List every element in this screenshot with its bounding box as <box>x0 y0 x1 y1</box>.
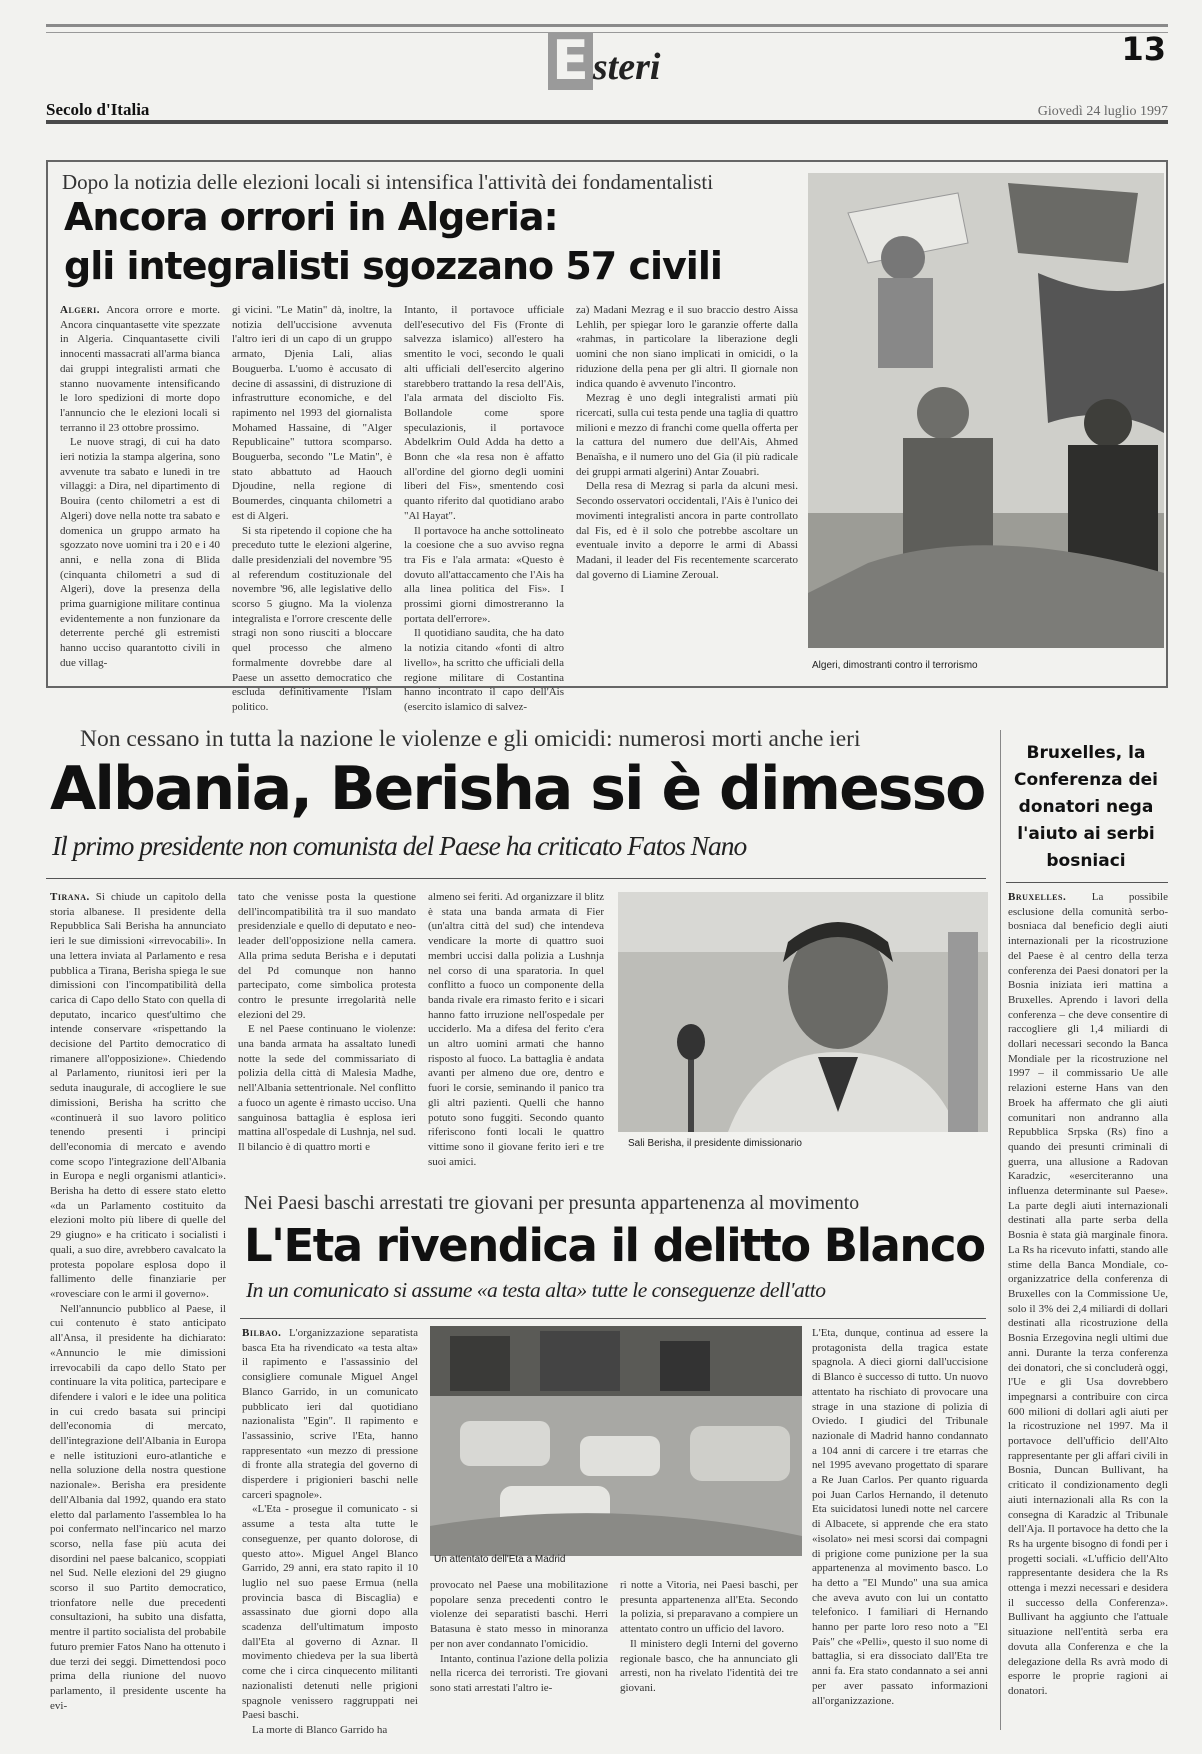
section-name: steri <box>592 46 661 88</box>
albania-caption: Sali Berisha, il presidente dimissionario <box>628 1138 802 1149</box>
bruxelles-rule <box>1006 882 1168 883</box>
algeria-photo <box>808 173 1164 648</box>
car-bomb-photo-icon <box>430 1326 802 1556</box>
algeria-box-top <box>46 160 1168 162</box>
algeria-caption: Algeri, dimostranti contro il terrorismo <box>812 660 978 671</box>
bruxelles-dateline: Bruxelles. <box>1008 891 1067 903</box>
eta-headline: L'Eta rivendica il delitto Blanco <box>244 1219 985 1272</box>
eta-col-3: ri notte a Vitoria, nei Paesi baschi, per presunta appartenenza all'Eta. Secondo la polizia, si preparavano a compiere un attentato contro un ufficio del lavoro. Il ministero degli Interni del governo regionale basco, che ha annunciato gli arresti, non ha rivelato l'identità dei tre giovani. <box>620 1579 798 1694</box>
section-logo <box>548 29 661 92</box>
eta-caption: Un attentato dell'Eta a Madrid <box>434 1554 566 1565</box>
bruxelles-divider <box>1000 730 1001 1730</box>
albania-col-2: tato che venisse posta la questione dell'incompatibilità tra il suo mandato presidenziale e quello di deputato e neo-leader dell'opposizione nella camera. Alla prima seduta Berisha e i deputati del Pd comunque non hanno partecipato, come simbolica protesta contro le presunte irregolarità nelle elezioni del 29. E nel Paese continuano le violenze: una banda armata ha assaltato lunedì notte la sede del commissariato di polizia della città di Malesia Madhe, nell'Albania settentrionale. Nel conflitto a fuoco un agente è rimasto ucciso. Una sanguinosa battaglia è esplosa ieri mattina all'ospedale di Lushnja, nel sud. Il bilancio è di quattro morti e <box>238 891 416 1153</box>
eta-dateline: Bilbao. <box>242 1327 282 1339</box>
algeria-box-right <box>1166 160 1168 688</box>
eta-col-4: L'Eta, dunque, continua ad essere la protagonista della tragica estate spagnola. A dieci giorni dall'uccisione di Blanco è successo di tutto. Un nuovo attentato ha rischiato di provocare una strage in una stazione di polizia di Oviedo. I giudici del Tribunale nazionale di Madrid hanno condannato a 104 anni di carcere i tre etarras che nel 1995 avevano progettato di sparare a Re Juan Carlos. Per quanto riguarda poi Juan Carlos Hernando, il detenuto Eta suicidatosi lunedì notte nel carcere di Albacete, si apprende che era stato «isolato» nei mesi scorsi dai compagni di prigione come punizione per la sua appartenenza al movimento basco. Lo ha detto a "El Mundo" una sua amica che aveva avuto con lui un contatto telefonico. I familiari di Hernando hanno per parte loro reso noto a "El País" che «Pelli», questo il suo nome di battaglia, si era dissociato dall'Eta tre anni fa. Era stato condannato a sei anni per aver passato informazioni all'organizzazione. <box>812 1327 988 1707</box>
eta-kicker: Nei Paesi baschi arrestati tre giovani per presunta appartenenza al movimento <box>244 1192 860 1214</box>
berisha-portrait-icon <box>618 892 988 1132</box>
algeria-col-4: za) Madani Mezrag e il suo braccio destro Aissa Lehlih, per spiegar loro le garanzie offerte dalla «rahmas, in particolare la liberazione degli uomini che non siano implicati in omicidi, o la riduzione della pena per gli altri. Il giornale non indica quando è avvenuto l'incontro. Mezrag è uno degli integralisti armati più ricercati, sulla cui testa pende una taglia di quattro milioni e mezzo di franchi come quella offerta per la cattura del numero due dell'Ais, Ahmed Benaïsha, e il numero uno del Gia (il più radicale dei gruppi armati algerini) Antar Zouabri. Della resa di Mezrag si parla da alcuni mesi. Secondo osservatori occidentali, l'Ais è l'unico dei movimenti integralisti ancora in parte controllato dal Fis, ed è il solo che potrebbe ascoltare un eventuale invito a deporre le armi di Abassi Madani, il leader del Fis recentemente scarcerato dal governo di Liamine Zeroual. <box>576 304 798 581</box>
issue-date: Giovedì 24 luglio 1997 <box>1037 104 1168 119</box>
page-number: 13 <box>1121 30 1166 68</box>
section-initial: E <box>548 32 593 90</box>
demonstrators-photo-icon <box>808 173 1164 648</box>
bruxelles-body: Bruxelles. La possibile esclusione della comunità serbo-bosniaca dal beneficio degli aiuti internazionali per la ricostruzione del Paese è al centro della terza conferenza dei Paesi donatori per la Bosnia iniziata ieri mattina a Bruxelles. Aprendo i lavori della conferenza – che deve consentire di raccogliere gli 1,4 miliardi di dollari necessari secondo la Banca Mondiale per la ricostruzione nel 1997 – il commissario Ue alle relazioni esterne Hans van den Broek ha affermato che gli aiuti comunitari non andranno alla Repubblica Srpska (Rs) fino a quando dei presunti criminali di guerra, una allusione a Radovan Karadzic, «eserciteranno una influenza determinante sul Paese». La parte degli aiuti internazionali destinati alla parte serba della Bosnia è stata già marginale finora. La Rs ha ricevuto infatti, stando alle stime della Banca Mondiale, co- organizzatrice della conferenza di Bruxelles con la Commissione Ue, solo il 3% dei 2,4 miliardi di dollari destinati alla ricostruzione della Bosnia Erzegovina negli ultimi due anni. Durante la terza conferenza dei donatori, che si concluderà oggi, l'Ue e gli Usa dovrebbero impegnarsi a contribuire con circa 600 milioni di dollari agli aiuti per la ricostruzione nel 1997. Ma il portavoce dell'ufficio dell'Alto rappresentante per gli affari civili in Bosnia, Duncan Bullivant, ha criticato il condizionamento degli aiuti internazionali alla Rs con la consegna di Karadzic al Tribunale dell'Aja. Il portavoce ha detto che la Rs ha urgente bisogno di fondi per i progetti sociali. «L'ufficio dell'Alto rappresentante desidera che la Rs ottenga i mezzi necessari e desidera il successo della Conferenza». Bullivant ha aggiunto che l'attuale situazione nell'entità serba era dovuta alla Conferenza e che la delegazione della Rs avrà modo di esporre le proprie ragioni ai donatori. <box>1008 891 1168 1697</box>
albania-deck: Il primo presidente non comunista del Paese ha criticato Fatos Nano <box>52 830 747 861</box>
algeria-box-bottom <box>46 686 1168 688</box>
albania-kicker: Non cessano in tutta la nazione le violenze e gli omicidi: numerosi morti anche ieri <box>80 726 861 752</box>
albania-dateline: Tirana. <box>50 891 90 903</box>
eta-deck: In un comunicato si assume «a testa alta» tutte le conseguenze dell'atto <box>246 1278 826 1302</box>
albania-col-3: almeno sei feriti. Ad organizzare il blitz è stata una banda armata di Fier (un'altra città del sud) che intendeva vendicare la morte di quattro suoi membri uccisi dalla polizia a Lushnja nel corso di una sparatoria. In quel conflitto a fuoco un componente della banda rivale era rimasto ferito e i sicari hanno fatto irruzione nell'ospedale per ucciderlo. Ma a difesa del ferito c'era un altro uomini armati che hanno risposto al fuoco. La battaglia è andata avanti per almeno due ore, dentro e fuori le corsie, seminando il panico tra gli altri pazienti. Quelli che hanno potuto sono fuggiti. Secondo quanto riferiscono fonti locali le quattro vittime sono il giovane ferito ieri e tre suoi amici. <box>428 891 604 1168</box>
albania-deck-rule <box>46 878 986 879</box>
eta-deck-rule <box>240 1318 986 1319</box>
albania-headline: Albania, Berisha si è dimesso <box>50 754 985 824</box>
algeria-kicker: Dopo la notizia delle elezioni locali si intensifica l'attività dei fondamentalisti <box>62 170 714 194</box>
algeria-headline-1: Ancora orrori in Algeria: <box>64 195 558 239</box>
eta-col-1: Bilbao. L'organizzazione separatista basca Eta ha rivendicato «a testa alta» il rapimento e l'assassinio del consigliere comunale Miguel Angel Blanco Garrido, in un comunicato pubblicato ieri dal quotidiano nazionalista "Egin". Il rapimento e l'assassinio, scrive l'Eta, hanno rappresentato «un mezzo di pressione di fronte alla strategia del governo di disperdere i prigionieri baschi nelle carceri spagnole». «L'Eta - prosegue il comunicato - si assume a testa alta tutte le conseguenze, per quanto dolorose, di questo atto». Miguel Angel Blanco Garrido, 29 anni, era stato rapito il 10 luglio nel suo paese Ermua (nella provincia basca di Biscaglia) e assassinato due giorni dopo alla scadenza dell'ultimatum imposto dall'Eta al governo di Aznar. Il movimento chiedeva per la sua libertà come che i circa cinquecento militanti nazionalisti detenuti nelle prigioni spagnole venissero raggruppati nei Paesi baschi. La morte di Blanco Garrido ha <box>242 1327 418 1736</box>
algeria-dateline: Algeri. <box>60 304 100 316</box>
algeria-col-2: gi vicini. "Le Matin" dà, inoltre, la notizia dell'uccisione avvenuta l'altro ieri di un capo di un gruppo armato, Djenia Lali, alias Bouguerba. L'uomo è accusato di decine di assassini, di distruzione di infrastrutture economiche, e del rapimento nel 1993 del giornalista Mohamed Hassaine, di "Alger Republicaine" tuttora scomparso. Bouguerba, secondo "Le Matin", è stato abbattuto ad Haouch Djoudine, nella regione di Boumerdes, cinquanta chilometri a est di Algeri. Si sta ripetendo il copione che ha preceduto tutte le elezioni algerine, dalle presidenziali del novembre '95 al referendum costituzionale del novembre '96, alle legislative dello scorso 5 giugno. Ma la violenza integralista e l'orrore crescente delle stragi non sono riusciti a bloccare quel processo che almeno formalmente dovrebbe dare al Paese un assetto democratico che escluda definitivamente l'Islam politico. <box>232 304 392 713</box>
eta-col-2: provocato nel Paese una mobilitazione popolare senza precedenti contro le violenze dei separatisti baschi. Herri Batasuna è stato messo in minoranza per non aver condannato l'omicidio. Intanto, continua l'azione della polizia nella ricerca dei terroristi. Tre giovani sono stati arrestati l'altro ie- <box>430 1579 608 1694</box>
top-rule <box>46 24 1168 27</box>
albania-col-1: Tirana. Si chiude un capitolo della storia albanese. Il presidente della Repubblica Sali Berisha ha annunciato ieri le sue dimissioni «irrevocabili». In una lettera inviata al Parlamento e resa pubblica a Tirana, Berisha spiega le sue dimissioni con l'incompatibilità della carica di Capo dello Stato con quella di deputato, incarico quest'ultimo che intende conservare «rispettando la decisione del Partito democratico di rimanere all'opposizione». Chiedendo al Parlamento, riunitosi ieri per la seduta inaugurale, di accogliere le sue dimissioni, Berisha ha scritto che «continuerà il suo lavoro politico tenendo presenti i principi dell'economia di mercato e avendo come scopo l'integrazione dell'Albania in Europa e negli organismi atlantici». Berisha ha detto di essere stato eletto «da un Parlamento costituito da elezioni molto più libere di quelle del 29 giugno» e ha criticato i socialisti i quali, a suo dire, avrebbero cavalcato la protesta popolare esplosa dopo il fallimento delle finanziarie per «rovesciare con le armi il governo». Nell'annuncio pubblico al Paese, il cui contenuto è stato anticipato all'Ansa, il presidente ha dichiarato: «Annuncio le mie dimissioni irrevocabili da capo dello Stato per continuare la vita politica, partecipare e difendere i valori e le idee una politica in cui credo basata sui principi dell'economia di mercato, dell'integrazione dell'Albania in Europa e nelle istituzioni euro-atlantiche e nella soluzione della nostra questione nazionale». Berisha era presidente dell'Albania dal 1992, quando era stato eletto dal parlamento l'assemblea lo ha poi confermato nell'incarico nel marzo scorso, nella fase più acuta dei disordini nel paese balcanico, scoppiati nel Sud. Nelle elezioni del 29 giugno scorso il suo Partito democratico, trionfatore nelle due precedenti consultazioni, ha subito una disfatta, mentre il partito socialista del probabile futuro premier Fatos Nano ha ottenuto i due terzi dei seggi. Dimettendosi poco prima della riunione del nuovo parlamento, il presidente uscente ha evi- <box>50 891 227 1712</box>
eta-photo <box>430 1326 802 1556</box>
paper-name: Secolo d'Italia <box>46 100 150 119</box>
algeria-col-1: Algeri. Ancora orrore e morte. Ancora cinquantasette vite spezzate in Algeria. Cinquantasette civili innocenti massacrati all'arma bianca dai gruppi integralisti armati che stanno nuovamente intensificando le loro spedizioni di morte dopo l'annuncio che le elezioni locali si terranno il 23 ottobre prossimo. Le nuove stragi, di cui ha dato ieri notizia la stampa algerina, sono avvenute tra sabato e lunedì in tre villaggi: a Dira, nel dipartimento di Bouira (cento chilometri a est di Algeri) dove nella notte tra sabato e domenica un gruppo armato ha sgozzato nove uomini tra i 20 e i 40 anni, e nella zona di Blida (cinquanta chilometri a sud di Algeri), dove la presenza della prima guarnigione militare continua evidentemente a non funzionare da deterrente perché gli estremisti hanno ucciso quarantotto civili in due villag- <box>60 304 220 669</box>
algeria-col-3: Intanto, il portavoce ufficiale dell'esecutivo del Fis (Fronte di salvezza islamico) all'estero ha smentito le voci, secondo le quali alti ufficiali dell'esercito algerino starebbero trattando la resa dell'Ais, l'ala armata del disciolto Fis. Bollandole come spore speculazionis, il portavoce Abdelkrim Ould Adda ha detto a Bonn che «la resa non è affatto all'ordine del giorno degli uomini liberi del Fis», smentendo così quanto riferito dal quotidiano arabo "Al Hayat". Il portavoce ha anche sottolineato la coesione che a suo avviso regna tra Fis e l'ala armata: «Questo è dovuto all'attaccamento che l'Ais ha alla linea politica del Fis». I prossimi giorni dimostreranno la portata dell'errore». Il quotidiano saudita, che ha dato la notizia citando «fonti di altro livello», ha scritto che ufficiali della regione militare di Costantina hanno incontrato il capo dell'Ais (esercito islamico di salvez- <box>404 304 564 713</box>
algeria-headline-2: gli integralisti sgozzano 57 civili <box>64 244 722 288</box>
algeria-box-left <box>46 160 48 688</box>
bruxelles-headline: Bruxelles, la Conferenza dei donatori nega l'aiuto ai serbi bosniaci <box>1013 743 1158 871</box>
masthead-rule <box>46 120 1168 124</box>
albania-photo <box>618 892 988 1132</box>
